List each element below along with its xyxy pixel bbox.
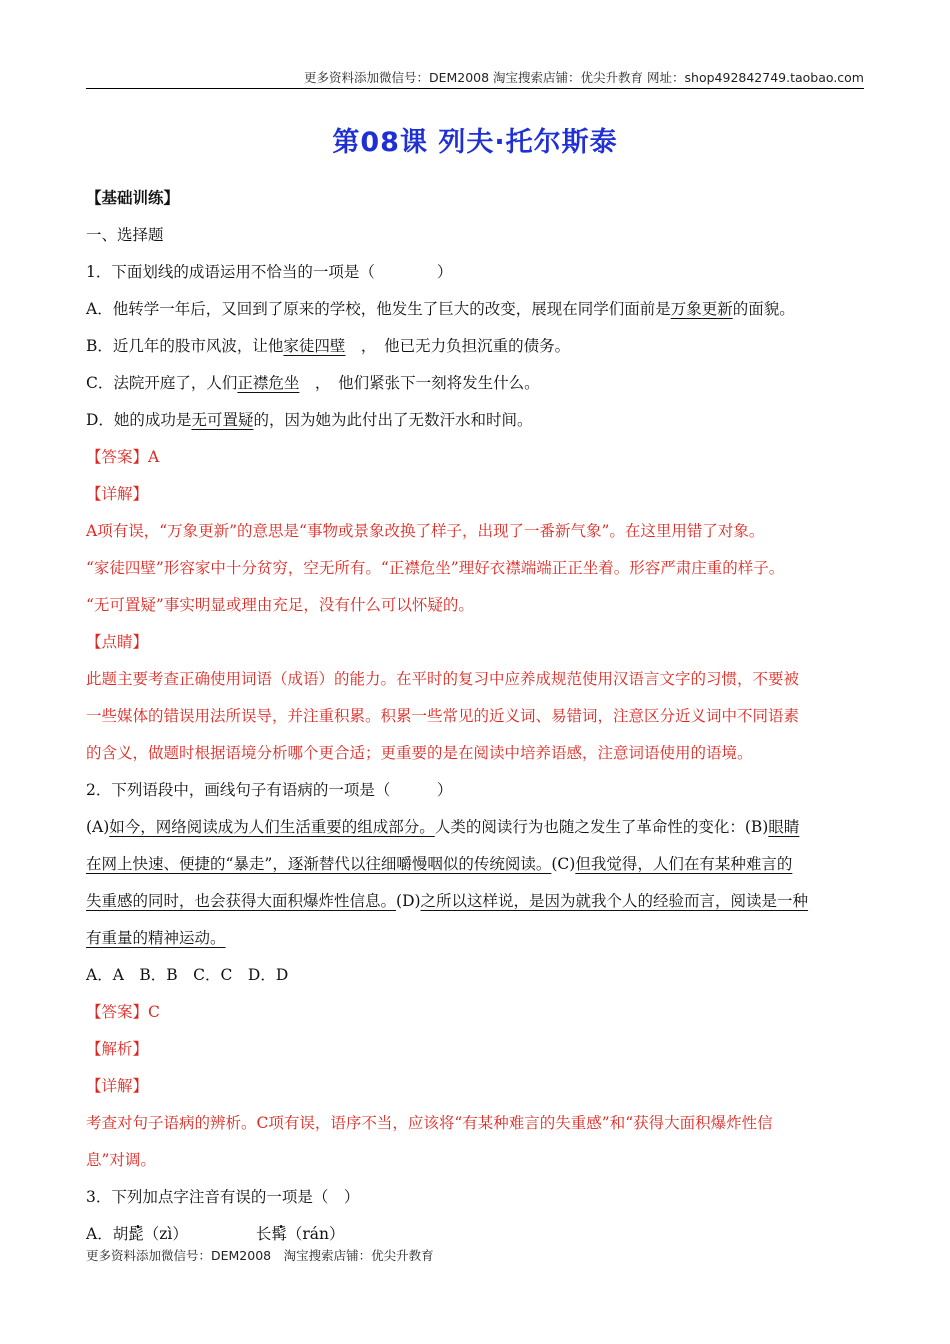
part-heading: 一、选择题: [86, 226, 164, 244]
q1-point-line: 的含义，做题时根据语境分析哪个更合适；更重要的是在阅读中培养语感，注意词语使用的语境。: [86, 744, 753, 762]
page-title: 第08课 列夫·托尔斯泰: [332, 127, 618, 158]
q2-passage-line: 失重感的同时，也会获得大面积爆炸性信息。(D)之所以这样说，是因为就我个人的经验而言，阅读是一种: [86, 892, 809, 910]
q2-options: A．A B．B C．C D．D: [86, 966, 289, 984]
header-divider: [86, 88, 864, 89]
q3-stem: 3．下列加点字注音有误的一项是（ ）: [86, 1188, 360, 1206]
q2-detail-label: 【详解】: [86, 1077, 149, 1095]
document-body: [86, 184, 866, 1257]
q1-point-line: 一些媒体的错误用法所误导，并注重积累。积累一些常见的近义词、易错词，注意区分近义词中不同语素: [86, 707, 800, 725]
q1-answer: 【答案】A: [86, 448, 160, 466]
q1-detail-label: 【详解】: [86, 485, 149, 503]
q1-option-a: A．他转学一年后，又回到了原来的学校，他发生了巨大的改变，展现在同学们面前是万象更新的面貌。: [86, 300, 795, 318]
page-header: 更多资料添加微信号：DEM2008 淘宝搜索店铺：优尖升教育 网址：shop492842749.taobao.com: [303, 70, 864, 85]
section-heading: 【基础训练】: [86, 188, 180, 207]
q2-detail-line: 息”对调。: [86, 1151, 156, 1169]
q1-option-c: C．法院开庭了，人们正襟危坐 ， 他们紧张下一刻将发生什么。: [86, 374, 540, 392]
q2-analysis-label: 【解析】: [86, 1040, 149, 1058]
q1-detail-line: “无可置疑”事实明显或理由充足，没有什么可以怀疑的。: [86, 596, 474, 614]
q2-passage-line: (A)如今，网络阅读成为人们生活重要的组成部分。人类的阅读行为也随之发生了革命性的变化：(B)眼睛: [86, 818, 800, 836]
q1-option-b: B．近几年的股市风波，让他家徒四壁 ， 他已无力负担沉重的债务。: [86, 337, 571, 355]
q1-detail-line: A项有误，“万象更新”的意思是“事物或景象改换了样子，出现了一番新气象”。在这里用错了对象。: [86, 522, 765, 540]
page-footer: 更多资料添加微信号：DEM2008 淘宝搜索店铺：优尖升教育: [86, 1248, 434, 1263]
q1-option-d: D．她的成功是无可置疑的，因为她为此付出了无数汗水和时间。: [86, 411, 533, 429]
q3-option-a: A．胡髭（zì） 长髯（rán）: [86, 1225, 345, 1243]
q2-answer: 【答案】C: [86, 1003, 160, 1021]
q2-detail-line: 考查对句子语病的辨析。C项有误，语序不当，应该将“有某种难言的失重感”和“获得大面积爆炸性信: [86, 1114, 773, 1132]
q2-passage-line: 在网上快速、便捷的“暴走”，逐渐替代以往细嚼慢咽似的传统阅读。(C)但我觉得，人们在有某种难言的: [86, 855, 793, 873]
q1-point-label: 【点睛】: [86, 633, 149, 651]
q1-detail-line: “家徒四壁”形容家中十分贫穷，空无所有。“正襟危坐”理好衣襟端端正正坐着。形容严肃庄重的样子。: [86, 559, 785, 577]
q1-point-line: 此题主要考查正确使用词语（成语）的能力。在平时的复习中应养成规范使用汉语言文字的习惯，不要被: [86, 670, 800, 688]
q2-passage-line: 有重量的精神运动。: [86, 929, 226, 947]
q2-stem: 2．下列语段中，画线句子有语病的一项是（ ）: [86, 781, 453, 799]
q1-stem: 1．下面划线的成语运用不恰当的一项是（ ）: [86, 263, 453, 281]
